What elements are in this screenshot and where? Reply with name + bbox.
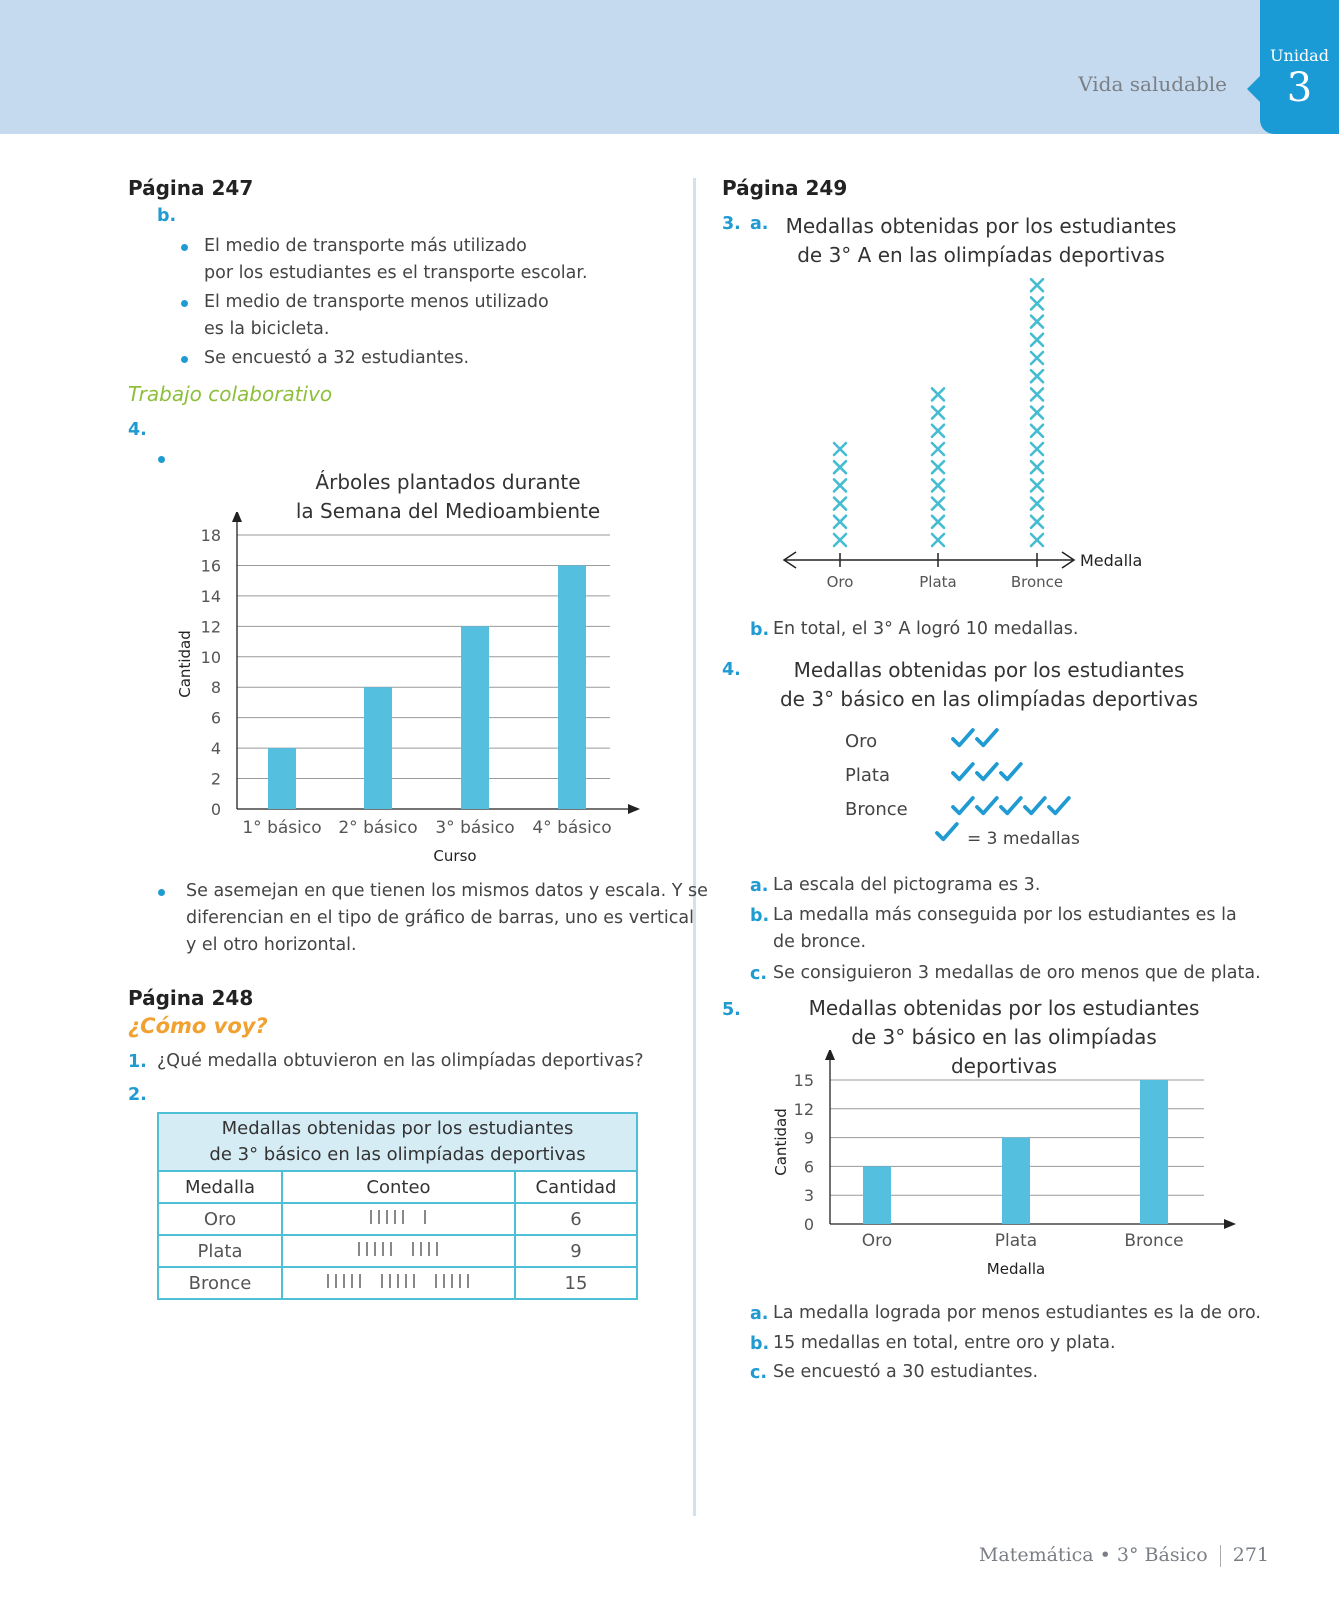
bullet-dot: [181, 244, 188, 251]
q4a-label: a.: [750, 876, 769, 896]
x-mark: [834, 498, 846, 510]
bullet-dot: [181, 300, 188, 307]
x-mark: [1031, 461, 1043, 473]
category-label: Plata: [919, 573, 957, 591]
y-tick-label: 8: [210, 678, 221, 698]
x-mark: [834, 479, 846, 491]
tally-table: [157, 1112, 638, 1300]
x-mark: [834, 516, 846, 528]
unit-number: 3: [1286, 65, 1313, 111]
header-cantidad: Cantidad: [515, 1171, 637, 1203]
tally-marks: [282, 1203, 515, 1235]
x-mark: [1031, 279, 1043, 291]
pictogram-row-label: Oro: [845, 731, 878, 752]
check-icon: [1049, 798, 1069, 813]
bar: [1140, 1080, 1168, 1224]
q4a-text: La escala del pictograma es 3.: [773, 875, 1041, 895]
chart-1-title: Árboles plantados durante la Semana del Medioambiente: [295, 470, 601, 523]
q3b-label: b.: [750, 620, 770, 640]
medal-cell: Oro: [158, 1203, 282, 1235]
tally-group: [413, 1242, 437, 1256]
pictogram-title: Medallas obtenidas por los estudiantes de 3° básico en las olimpíadas deportivas: [779, 658, 1199, 711]
x-mark: [1031, 352, 1043, 364]
bullet-dot: [158, 889, 165, 896]
collab-title: Trabajo colaborativo: [128, 382, 333, 406]
q1-text: ¿Qué medalla obtuvieron en las olimpíadas deportivas?: [157, 1051, 644, 1071]
pictogram-legend: = 3 medallas: [967, 829, 1080, 849]
page-247-title: Página 247: [128, 176, 254, 200]
y-axis-label: Cantidad: [176, 630, 194, 698]
check-icon: [1001, 764, 1021, 779]
x-tick-label: 3° básico: [435, 818, 515, 838]
q3b-text: En total, el 3° A logró 10 medallas.: [773, 619, 1079, 639]
q5b-text: 15 medallas en total, entre oro y plata.: [773, 1333, 1116, 1353]
unit-label: Unidad: [1270, 46, 1329, 65]
page-header: [0, 0, 1339, 134]
y-tick-label: 6: [803, 1157, 814, 1177]
bullet-dot: [181, 356, 188, 363]
medal-cell: Plata: [158, 1235, 282, 1267]
pictogram-row-label: Bronce: [845, 799, 908, 820]
x-mark: [932, 461, 944, 473]
x-axis-arrow: [1224, 1219, 1236, 1229]
header-conteo: Conteo: [282, 1171, 515, 1203]
x-mark: [1031, 334, 1043, 346]
item-4-label: 4.: [128, 420, 147, 440]
q5b-label: b.: [750, 1334, 770, 1354]
trees-bar-chart: [170, 512, 660, 867]
y-tick-label: 0: [803, 1215, 814, 1234]
item-b-label: b.: [157, 206, 177, 226]
y-tick-label: 16: [200, 556, 221, 576]
q3a-label: a.: [750, 214, 769, 234]
unit-tab: [1260, 0, 1339, 134]
y-tick-label: 4: [210, 739, 221, 759]
x-axis-label: Curso: [433, 847, 477, 865]
bar-chart-2-title: Medallas obtenidas por los estudiantes de 3° básico en las olimpíadas deportivas: [808, 996, 1200, 1078]
tally-table-caption: Medallas obtenidas por los estudiantes de 3° básico en las olimpíadas deportivas: [158, 1113, 637, 1171]
x-mark: [1031, 498, 1043, 510]
x-axis-label: Medalla: [1080, 551, 1143, 570]
x-tick-label: 4° básico: [532, 818, 612, 838]
x-mark: [834, 461, 846, 473]
tally-group: [436, 1274, 468, 1288]
q5-label: 5.: [722, 1000, 741, 1020]
page-footer: [979, 1544, 1269, 1567]
bullet-1: El medio de transporte más utilizado por los estudiantes es el transporte escolar.: [204, 236, 588, 283]
y-tick-label: 12: [200, 617, 221, 637]
category-label: Oro: [826, 573, 854, 591]
check-icon: [953, 764, 973, 779]
tally-group: [328, 1274, 360, 1288]
table-row: [158, 1235, 637, 1267]
page-248-title: Página 248: [128, 986, 254, 1010]
tally-marks: [282, 1267, 515, 1299]
tally-group: [371, 1210, 403, 1224]
q4b-text: La medalla más conseguida por los estudiantes es la de bronce.: [773, 905, 1237, 952]
x-mark: [1031, 425, 1043, 437]
x-mark: [1031, 443, 1043, 455]
x-mark: [932, 425, 944, 437]
x-mark: [1031, 316, 1043, 328]
x-mark: [932, 443, 944, 455]
x-mark: [932, 534, 944, 546]
x-mark: [1031, 370, 1043, 382]
y-axis-arrow: [825, 1050, 835, 1060]
x-mark: [932, 388, 944, 400]
q4b-label: b.: [750, 906, 770, 926]
x-mark: [834, 534, 846, 546]
page-number: 271: [1232, 1544, 1269, 1566]
check-icon: [977, 798, 997, 813]
bullet-2: El medio de transporte menos utilizado es la bicicleta.: [204, 292, 549, 339]
x-tick-label: Bronce: [1124, 1231, 1184, 1251]
tally-group: [382, 1274, 414, 1288]
x-tick-label: 2° básico: [338, 818, 418, 838]
y-axis-label: Cantidad: [772, 1108, 790, 1176]
x-axis-label: Medalla: [986, 1260, 1046, 1278]
check-icon: [1025, 798, 1045, 813]
y-tick-label: 0: [210, 800, 221, 819]
tally-marks: [282, 1235, 515, 1267]
count-cell: 6: [515, 1203, 637, 1235]
x-mark: [932, 407, 944, 419]
q4c-text: Se consiguieron 3 medallas de oro menos que de plata.: [773, 963, 1261, 983]
bar: [1002, 1138, 1030, 1224]
q3-label: 3.: [722, 214, 741, 234]
y-tick-label: 9: [803, 1128, 814, 1148]
x-mark: [1031, 407, 1043, 419]
pictogram-row-label: Plata: [845, 765, 890, 786]
bar: [364, 687, 392, 809]
header-medalla: Medalla: [158, 1171, 282, 1203]
y-axis-arrow: [232, 512, 242, 522]
x-axis-arrow: [628, 804, 640, 814]
y-tick-label: 12: [793, 1099, 814, 1119]
count-cell: 9: [515, 1235, 637, 1267]
x-mark: [1031, 534, 1043, 546]
unit-tab-arrow: [1247, 76, 1260, 102]
q5c-label: c.: [750, 1363, 768, 1383]
medals-bar-chart: [766, 1050, 1256, 1290]
section-title: Vida saludable: [1078, 72, 1227, 96]
x-mark: [1031, 516, 1043, 528]
column-divider: [693, 178, 696, 1516]
y-tick-label: 15: [793, 1071, 814, 1090]
page-249-title: Página 249: [722, 176, 848, 200]
lineplot-title: Medallas obtenidas por los estudiantes de 3° A en las olimpíadas deportivas: [785, 214, 1177, 267]
check-icon: [953, 798, 973, 813]
bullet-dot: [158, 456, 165, 463]
q5c-text: Se encuestó a 30 estudiantes.: [773, 1362, 1039, 1382]
table-row: [158, 1267, 637, 1299]
bullet-3: Se encuestó a 32 estudiantes.: [204, 348, 470, 368]
check-icon: [953, 730, 973, 745]
count-cell: 15: [515, 1267, 637, 1299]
book-title: Matemática • 3° Básico: [978, 1544, 1208, 1566]
y-tick-label: 14: [200, 586, 221, 606]
x-tick-label: 1° básico: [242, 818, 322, 838]
x-tick-label: Oro: [861, 1231, 893, 1251]
q5a-label: a.: [750, 1304, 769, 1324]
table-row: [158, 1203, 637, 1235]
bar: [863, 1166, 891, 1224]
comparison-text: Se asemejan en que tienen los mismos datos y escala. Y se diferencian en el tipo de gráfico de barras, uno es vertical y el otro horizontal.: [186, 881, 708, 955]
check-icon: [977, 730, 997, 745]
category-label: Bronce: [1010, 573, 1064, 591]
medals-line-plot: [780, 272, 1180, 612]
y-tick-label: 3: [803, 1186, 814, 1206]
q2-label: 2.: [128, 1085, 147, 1105]
como-voy-title: ¿Cómo voy?: [128, 1014, 268, 1038]
bar: [268, 748, 296, 809]
x-mark: [932, 479, 944, 491]
medal-cell: Bronce: [158, 1267, 282, 1299]
x-mark: [834, 443, 846, 455]
x-mark: [1031, 297, 1043, 309]
check-icon: [937, 824, 957, 839]
x-mark: [932, 516, 944, 528]
medals-pictogram: [845, 722, 1105, 862]
x-mark: [1031, 388, 1043, 400]
check-icon: [1001, 798, 1021, 813]
q1-label: 1.: [128, 1052, 147, 1072]
y-tick-label: 2: [210, 769, 221, 789]
q5a-text: La medalla lograda por menos estudiantes es la de oro.: [773, 1303, 1261, 1323]
y-tick-label: 18: [200, 526, 221, 545]
bar: [558, 565, 586, 809]
y-tick-label: 6: [210, 708, 221, 728]
x-mark: [932, 498, 944, 510]
q4-label: 4.: [722, 660, 741, 680]
q4c-label: c.: [750, 964, 768, 984]
x-tick-label: Plata: [994, 1231, 1038, 1251]
x-mark: [1031, 479, 1043, 491]
tally-group: [359, 1242, 391, 1256]
check-icon: [977, 764, 997, 779]
bar: [461, 626, 489, 809]
y-tick-label: 10: [200, 647, 221, 667]
